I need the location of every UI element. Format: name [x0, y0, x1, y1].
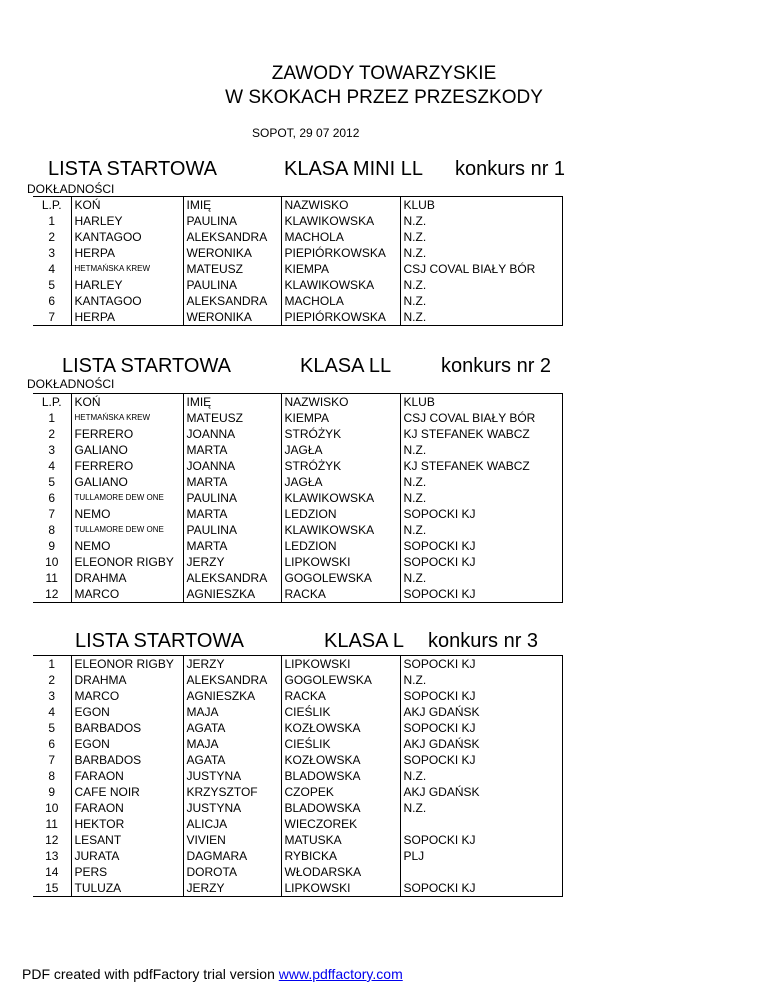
- last-name-cell: LIPKOWSKI: [281, 656, 400, 673]
- club-cell: SOPOCKI KJ: [400, 752, 562, 768]
- header-horse-cell: KOŃ: [71, 394, 183, 411]
- horse-cell: TULLAMORE DEW ONE: [71, 490, 183, 506]
- first-name-cell: ALEKSANDRA: [183, 672, 281, 688]
- lp-cell: 6: [48, 737, 56, 751]
- first-name-cell: JERZY: [183, 656, 281, 673]
- table-row: [33, 229, 562, 245]
- first-name-cell: ALEKSANDRA: [183, 293, 281, 309]
- section1-dok-label: DOKŁADNOŚCI: [27, 182, 115, 196]
- table-row: [33, 672, 562, 688]
- table-header-row: [33, 197, 562, 214]
- header-last-name-cell: NAZWISKO: [281, 197, 400, 214]
- last-name-cell: KLAWIKOWSKA: [281, 522, 400, 538]
- first-name-cell: ALICJA: [183, 816, 281, 832]
- club-cell: N.Z.: [400, 277, 562, 293]
- lp-cell: 11: [45, 571, 58, 585]
- section2-konkurs: konkurs nr 2: [441, 355, 552, 377]
- section2-table: [33, 393, 563, 603]
- first-name-cell: ALEKSANDRA: [183, 229, 281, 245]
- last-name-cell: CZOPEK: [281, 784, 400, 800]
- table-row: [33, 880, 562, 897]
- last-name-cell: JAGŁA: [281, 474, 400, 490]
- lp-cell: 3: [48, 689, 56, 703]
- last-name-cell: JAGŁA: [281, 442, 400, 458]
- lp-cell: 15: [33, 880, 71, 897]
- section1-lista-title: LISTA STARTOWA: [48, 158, 217, 180]
- club-cell: N.Z.: [400, 672, 562, 688]
- lp-cell: 3: [48, 246, 56, 260]
- lp-cell: 12: [33, 586, 71, 603]
- first-name-cell: JOANNA: [183, 426, 281, 442]
- first-name-cell: PAULINA: [183, 490, 281, 506]
- section1-klasa: KLASA MINI LL: [284, 158, 423, 180]
- table-row: [33, 293, 562, 309]
- last-name-cell: LEDZION: [281, 506, 400, 522]
- lp-cell: 2: [48, 230, 56, 244]
- section3-lista-title: LISTA STARTOWA: [75, 630, 244, 652]
- lp-cell: 7: [33, 309, 71, 326]
- section2-klasa: KLASA LL: [300, 355, 392, 377]
- last-name-cell: KIEMPA: [281, 410, 400, 426]
- last-name-cell: BLADOWSKA: [281, 768, 400, 784]
- club-cell: PLJ: [400, 848, 562, 864]
- lp-cell: 1: [48, 214, 56, 228]
- horse-cell: PERS: [71, 864, 183, 880]
- lp-cell: 7: [48, 753, 56, 767]
- last-name-cell: GOGOLEWSKA: [281, 570, 400, 586]
- table-row: [33, 309, 562, 326]
- horse-cell: DRAHMA: [71, 672, 183, 688]
- club-cell: N.Z.: [400, 293, 562, 309]
- last-name-cell: STRÓŻYK: [281, 426, 400, 442]
- horse-cell: HERPA: [71, 245, 183, 261]
- last-name-cell: BLADOWSKA: [281, 800, 400, 816]
- lp-cell: 2: [48, 427, 56, 441]
- horse-cell: HARLEY: [71, 277, 183, 293]
- lp-cell: 9: [48, 785, 56, 799]
- last-name-cell: CIEŚLIK: [281, 736, 400, 752]
- club-cell: N.Z.: [400, 442, 562, 458]
- table-row: [33, 554, 562, 570]
- title-line-2: W SKOKACH PRZEZ PRZESZKODY: [225, 87, 543, 108]
- table-row: [33, 410, 562, 426]
- lp-cell: 13: [45, 849, 59, 863]
- lp-cell: 11: [45, 817, 58, 831]
- club-cell: N.Z.: [400, 229, 562, 245]
- club-cell: N.Z.: [400, 309, 562, 326]
- table-row: [33, 816, 562, 832]
- first-name-cell: JUSTYNA: [183, 800, 281, 816]
- first-name-cell: MARTA: [183, 538, 281, 554]
- section2-dok-label: DOKŁADNOŚCI: [27, 377, 115, 391]
- table-row: [33, 538, 562, 554]
- section3-table: [33, 655, 563, 897]
- table-row: [33, 656, 562, 673]
- first-name-cell: JERZY: [183, 880, 281, 897]
- table-row: [33, 688, 562, 704]
- horse-cell: FERRERO: [71, 458, 183, 474]
- table-row: [33, 704, 562, 720]
- last-name-cell: LEDZION: [281, 538, 400, 554]
- table-header-row: [33, 394, 562, 411]
- table-row: [33, 832, 562, 848]
- club-cell: SOPOCKI KJ: [400, 506, 562, 522]
- horse-cell: HEKTOR: [71, 816, 183, 832]
- horse-cell: TULUZA: [71, 880, 183, 897]
- club-cell: KJ STEFANEK WABCZ: [400, 426, 562, 442]
- first-name-cell: AGNIESZKA: [183, 688, 281, 704]
- horse-cell: KANTAGOO: [71, 229, 183, 245]
- section3-konkurs: konkurs nr 3: [428, 630, 539, 652]
- first-name-cell: PAULINA: [183, 213, 281, 229]
- table-row: [33, 277, 562, 293]
- last-name-cell: KOZŁOWSKA: [281, 752, 400, 768]
- table-row: [33, 474, 562, 490]
- lp-cell: 8: [48, 523, 56, 537]
- club-cell: N.Z.: [400, 490, 562, 506]
- lp-cell: 14: [45, 865, 59, 879]
- table-row: [33, 768, 562, 784]
- lp-cell: 8: [48, 769, 56, 783]
- last-name-cell: RACKA: [281, 688, 400, 704]
- club-cell: N.Z.: [400, 768, 562, 784]
- first-name-cell: ALEKSANDRA: [183, 570, 281, 586]
- horse-cell: BARBADOS: [71, 752, 183, 768]
- last-name-cell: KLAWIKOWSKA: [281, 213, 400, 229]
- last-name-cell: RYBICKA: [281, 848, 400, 864]
- last-name-cell: KIEMPA: [281, 261, 400, 277]
- first-name-cell: VIVIEN: [183, 832, 281, 848]
- first-name-cell: DOROTA: [183, 864, 281, 880]
- first-name-cell: AGATA: [183, 752, 281, 768]
- lp-cell: 7: [48, 507, 56, 521]
- club-cell: SOPOCKI KJ: [400, 832, 562, 848]
- club-cell: N.Z.: [400, 213, 562, 229]
- header-first-name-cell: IMIĘ: [183, 394, 281, 411]
- horse-cell: BARBADOS: [71, 720, 183, 736]
- table-row: [33, 752, 562, 768]
- last-name-cell: RACKA: [281, 586, 400, 603]
- table-row: [33, 864, 562, 880]
- club-cell: AKJ GDAŃSK: [400, 736, 562, 752]
- last-name-cell: LIPKOWSKI: [281, 880, 400, 897]
- table-row: [33, 442, 562, 458]
- first-name-cell: JUSTYNA: [183, 768, 281, 784]
- title-line-1: ZAWODY TOWARZYSKIE: [271, 63, 497, 84]
- lp-cell: 1: [48, 411, 56, 425]
- club-cell: N.Z.: [400, 522, 562, 538]
- header-lp-cell: L.P.: [33, 197, 71, 214]
- table-row: [33, 570, 562, 586]
- club-cell: SOPOCKI KJ: [400, 538, 562, 554]
- club-cell: SOPOCKI KJ: [400, 688, 562, 704]
- first-name-cell: MATEUSZ: [183, 261, 281, 277]
- last-name-cell: MACHOLA: [281, 293, 400, 309]
- table-row: [33, 490, 562, 506]
- last-name-cell: KLAWIKOWSKA: [281, 490, 400, 506]
- club-cell: [400, 816, 562, 832]
- last-name-cell: WŁODARSKA: [281, 864, 400, 880]
- table-row: [33, 848, 562, 864]
- horse-cell: MARCO: [71, 586, 183, 603]
- table-row: [33, 800, 562, 816]
- horse-cell: ELEONOR RIGBY: [71, 656, 183, 673]
- club-cell: N.Z.: [400, 474, 562, 490]
- first-name-cell: MARTA: [183, 474, 281, 490]
- header-club-cell: KLUB: [400, 197, 562, 214]
- lp-cell: 5: [48, 721, 56, 735]
- first-name-cell: MAJA: [183, 704, 281, 720]
- table-row: [33, 586, 562, 603]
- first-name-cell: AGNIESZKA: [183, 586, 281, 603]
- first-name-cell: JOANNA: [183, 458, 281, 474]
- horse-cell: NEMO: [71, 506, 183, 522]
- first-name-cell: MARTA: [183, 506, 281, 522]
- lp-cell: 9: [48, 539, 56, 553]
- horse-cell: FARAON: [71, 768, 183, 784]
- club-cell: SOPOCKI KJ: [400, 720, 562, 736]
- first-name-cell: MARTA: [183, 442, 281, 458]
- last-name-cell: STRÓŻYK: [281, 458, 400, 474]
- header-club-cell: KLUB: [400, 394, 562, 411]
- horse-cell: HARLEY: [71, 213, 183, 229]
- lp-cell: 10: [45, 801, 59, 815]
- horse-cell: CAFE NOIR: [71, 784, 183, 800]
- table-row: [33, 736, 562, 752]
- horse-cell: HERPA: [71, 309, 183, 326]
- horse-cell: EGON: [71, 704, 183, 720]
- lp-cell: 4: [48, 262, 56, 276]
- last-name-cell: PIEPIÓRKOWSKA: [281, 245, 400, 261]
- last-name-cell: LIPKOWSKI: [281, 554, 400, 570]
- lp-cell: 5: [48, 475, 56, 489]
- table-row: [33, 213, 562, 229]
- lp-cell: 2: [48, 673, 56, 687]
- club-cell: N.Z.: [400, 800, 562, 816]
- club-cell: SOPOCKI KJ: [400, 554, 562, 570]
- horse-cell: TULLAMORE DEW ONE: [71, 522, 183, 538]
- horse-cell: NEMO: [71, 538, 183, 554]
- lp-cell: 1: [33, 656, 71, 673]
- club-cell: CSJ COVAL BIAŁY BÓR: [400, 410, 562, 426]
- last-name-cell: PIEPIÓRKOWSKA: [281, 309, 400, 326]
- lp-cell: 4: [48, 459, 56, 473]
- lp-cell: 5: [48, 278, 56, 292]
- footer-link[interactable]: www.pdffactory.com: [278, 966, 403, 982]
- last-name-cell: MATUSKA: [281, 832, 400, 848]
- table-row: [33, 720, 562, 736]
- table-row: [33, 784, 562, 800]
- club-cell: KJ STEFANEK WABCZ: [400, 458, 562, 474]
- first-name-cell: PAULINA: [183, 277, 281, 293]
- footer-text: PDF created with pdfFactory trial version: [22, 966, 279, 982]
- club-cell: [400, 864, 562, 880]
- table-row: [33, 426, 562, 442]
- table-row: [33, 506, 562, 522]
- last-name-cell: CIEŚLIK: [281, 704, 400, 720]
- section1-konkurs: konkurs nr 1: [455, 158, 566, 180]
- horse-cell: DRAHMA: [71, 570, 183, 586]
- club-cell: AKJ GDAŃSK: [400, 784, 562, 800]
- lp-cell: 3: [48, 443, 56, 457]
- horse-cell: JURATA: [71, 848, 183, 864]
- last-name-cell: WIECZOREK: [281, 816, 400, 832]
- horse-cell: LESANT: [71, 832, 183, 848]
- last-name-cell: KLAWIKOWSKA: [281, 277, 400, 293]
- first-name-cell: MAJA: [183, 736, 281, 752]
- first-name-cell: AGATA: [183, 720, 281, 736]
- club-cell: N.Z.: [400, 245, 562, 261]
- first-name-cell: MATEUSZ: [183, 410, 281, 426]
- header-first-name-cell: IMIĘ: [183, 197, 281, 214]
- section1-table: [33, 196, 563, 326]
- section3-klasa: KLASA L: [324, 630, 405, 652]
- first-name-cell: WERONIKA: [183, 245, 281, 261]
- lp-cell: 12: [45, 833, 59, 847]
- horse-cell: FARAON: [71, 800, 183, 816]
- lp-cell: 6: [48, 491, 56, 505]
- horse-cell: KANTAGOO: [71, 293, 183, 309]
- header-lp-cell: L.P.: [33, 394, 71, 411]
- last-name-cell: MACHOLA: [281, 229, 400, 245]
- horse-cell: MARCO: [71, 688, 183, 704]
- horse-cell: HETMAŃSKA KREW: [71, 410, 183, 426]
- first-name-cell: JERZY: [183, 554, 281, 570]
- last-name-cell: KOZŁOWSKA: [281, 720, 400, 736]
- table-row: [33, 245, 562, 261]
- table-row: [33, 261, 562, 277]
- last-name-cell: GOGOLEWSKA: [281, 672, 400, 688]
- horse-cell: EGON: [71, 736, 183, 752]
- horse-cell: FERRERO: [71, 426, 183, 442]
- club-cell: SOPOCKI KJ: [400, 586, 562, 603]
- footer: [22, 966, 403, 982]
- section2-lista-title: LISTA STARTOWA: [62, 355, 231, 377]
- first-name-cell: DAGMARA: [183, 848, 281, 864]
- lp-cell: 6: [48, 294, 56, 308]
- club-cell: N.Z.: [400, 570, 562, 586]
- horse-cell: GALIANO: [71, 474, 183, 490]
- table-row: [33, 458, 562, 474]
- header-horse-cell: KOŃ: [71, 197, 183, 214]
- event-date: SOPOT, 29 07 2012: [252, 126, 360, 140]
- club-cell: SOPOCKI KJ: [400, 880, 562, 897]
- horse-cell: GALIANO: [71, 442, 183, 458]
- horse-cell: ELEONOR RIGBY: [71, 554, 183, 570]
- horse-cell: HETMAŃSKA KREW: [71, 261, 183, 277]
- club-cell: CSJ COVAL BIAŁY BÓR: [400, 261, 562, 277]
- first-name-cell: PAULINA: [183, 522, 281, 538]
- lp-cell: 10: [45, 555, 59, 569]
- first-name-cell: KRZYSZTOF: [183, 784, 281, 800]
- club-cell: AKJ GDAŃSK: [400, 704, 562, 720]
- header-last-name-cell: NAZWISKO: [281, 394, 400, 411]
- table-row: [33, 522, 562, 538]
- first-name-cell: WERONIKA: [183, 309, 281, 326]
- lp-cell: 4: [48, 705, 56, 719]
- club-cell: SOPOCKI KJ: [400, 656, 562, 673]
